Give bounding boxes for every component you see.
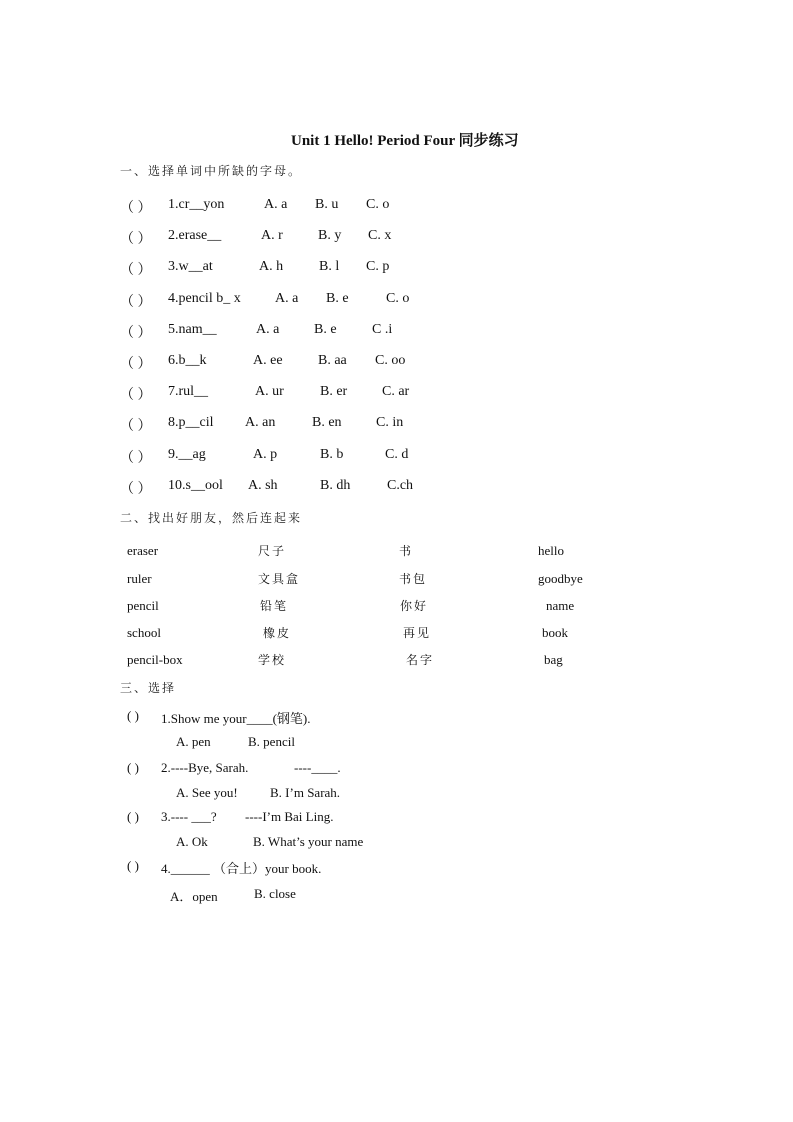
option-b: B. e [326, 291, 349, 306]
option-a: A. pen [176, 734, 211, 749]
option-b: B. b [320, 447, 344, 462]
question-stem: 1.Show me your____(钢笔). [161, 711, 311, 726]
option-b: B. er [320, 384, 348, 399]
chinese-word: 文具盒 [258, 572, 301, 586]
option-b: B. e [314, 322, 337, 337]
question-stem: 8.p__cil [168, 415, 214, 430]
chinese-word: 名字 [406, 653, 435, 667]
question-stem: 1.cr__yon [168, 197, 225, 212]
option-a: A. h [259, 259, 284, 274]
option-a: A. an [245, 415, 276, 430]
option-b: B. I’m Sarah. [270, 785, 341, 800]
option-c: C. o [366, 197, 390, 212]
option-b: B. What’s your name [253, 834, 364, 849]
option-a: A. a [264, 197, 288, 212]
option-b: B. dh [320, 478, 351, 493]
option-c: C. ar [382, 384, 410, 399]
english-word: pencil-box [127, 652, 183, 667]
option-a: A. p [253, 447, 278, 462]
answer-blank: （ ） [120, 232, 152, 247]
option-c: C. oo [375, 353, 406, 368]
option-c: C. p [366, 259, 390, 274]
section-2-heading: 二、找出好朋友，然后连起来 [120, 511, 303, 525]
answer-blank: （ ） [120, 388, 152, 403]
question-reply: ----____. [294, 760, 341, 775]
chinese-word: 书 [399, 544, 414, 558]
option-c: C. d [385, 447, 409, 462]
answer-blank: （ ） [120, 419, 152, 434]
english-word: book [542, 625, 568, 640]
question-stem: 9.__ag [168, 447, 206, 462]
question-stem: 3.---- ___? [161, 809, 217, 824]
option-b: B. l [319, 259, 340, 274]
option-a: A. r [261, 228, 283, 243]
question-stem: 4.pencil b_ x [168, 291, 241, 306]
answer-blank: ( ) [127, 858, 139, 873]
option-a: A. sh [248, 478, 278, 493]
answer-blank: （ ） [120, 451, 152, 466]
answer-blank: （ ） [120, 326, 152, 341]
option-c: C. in [376, 415, 404, 430]
option-a: A．open [170, 889, 218, 904]
question-stem: 2.----Bye, Sarah. [161, 760, 249, 775]
chinese-word: 你好 [400, 599, 429, 613]
answer-blank: ( ) [127, 760, 139, 775]
option-b: B. aa [318, 353, 347, 368]
answer-blank: （ ） [120, 482, 152, 497]
section-1-heading: 一、选择单词中所缺的字母。 [120, 164, 303, 178]
option-b: B. pencil [248, 734, 295, 749]
question-stem: 10.s__ool [168, 478, 223, 493]
question-stem: 5.nam__ [168, 322, 217, 337]
option-b: B. u [315, 197, 339, 212]
chinese-word: 尺子 [258, 544, 287, 558]
english-word: hello [538, 543, 564, 558]
answer-blank: （ ） [120, 357, 152, 372]
answer-blank: （ ） [120, 263, 152, 278]
option-a: A. Ok [176, 834, 208, 849]
question-stem: 7.rul__ [168, 384, 209, 399]
english-word: eraser [127, 543, 159, 558]
chinese-word: 学校 [258, 653, 287, 667]
chinese-word: 书包 [399, 572, 428, 586]
option-c: C. x [368, 228, 392, 243]
option-a: A. See you! [176, 785, 238, 800]
question-stem: 3.w__at [168, 259, 213, 274]
option-c: C.ch [387, 478, 414, 493]
english-word: goodbye [538, 571, 583, 586]
answer-blank: ( ) [127, 809, 139, 824]
english-word: ruler [127, 571, 152, 586]
english-word: name [546, 598, 575, 613]
chinese-word: 铅笔 [260, 599, 289, 613]
page-title: Unit 1 Hello! Period Four 同步练习 [291, 133, 519, 149]
question-stem: 6.b__k [168, 353, 207, 368]
english-word: pencil [127, 598, 159, 613]
english-word: bag [544, 652, 563, 667]
question-reply: ----I’m Bai Ling. [245, 809, 334, 824]
answer-blank: ( ) [127, 708, 139, 723]
question-stem: 2.erase__ [168, 228, 222, 243]
option-b: B. en [312, 415, 342, 430]
answer-blank: （ ） [120, 201, 152, 216]
option-b: B. y [318, 228, 342, 243]
english-word: school [127, 625, 161, 640]
section-3-heading: 三、选择 [120, 681, 177, 695]
chinese-word: 再见 [403, 626, 432, 640]
option-a: A. a [256, 322, 280, 337]
option-c: C .i [372, 322, 393, 337]
question-stem: 4.______ （合上）your book. [161, 861, 322, 876]
option-a: A. a [275, 291, 299, 306]
answer-blank: （ ） [120, 295, 152, 310]
option-b: B. close [254, 886, 296, 901]
chinese-word: 橡皮 [263, 626, 292, 640]
option-a: A. ur [255, 384, 284, 399]
option-a: A. ee [253, 353, 283, 368]
option-c: C. o [386, 291, 410, 306]
